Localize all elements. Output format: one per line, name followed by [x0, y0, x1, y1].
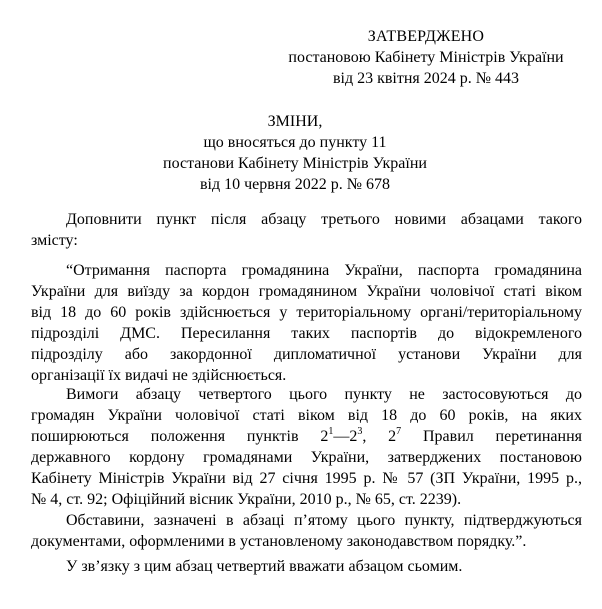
quoted-paragraph-3	[31, 510, 582, 552]
changes-resolution: постанови Кабінету Міністрів України	[163, 155, 427, 172]
paragraph-line: України для виїзду за кордон громадянином України чоловічої статі віком	[31, 283, 582, 300]
changes-heading	[120, 111, 470, 195]
approval-date: від 23 квітня 2024 р. № 443	[332, 70, 520, 87]
superscript: 7	[396, 425, 402, 437]
paragraph-line: від 18 до 60 років здійснюється у територіальному органі/територіальному	[31, 304, 582, 321]
text-fragment: —2	[333, 428, 358, 445]
paragraph-line-with-superscripts	[31, 426, 582, 447]
paragraph-line: Обставини, зазначені в абзаці п’ятому цього пункту, підтверджуються	[66, 512, 582, 529]
intro-paragraph	[31, 209, 582, 251]
paragraph-line: організації їх видачі не здійснюється.	[31, 367, 287, 384]
paragraph-line: “Отримання паспорта громадянина України, паспорта громадянина	[66, 262, 582, 279]
changes-title: ЗМІНИ,	[267, 113, 323, 130]
closing-paragraph	[31, 556, 582, 577]
superscript: 1	[328, 425, 334, 437]
paragraph-line: громадян України чоловічої статі віком від 18 до 60 років, на яких	[31, 407, 582, 424]
paragraph-line: державного кордону громадянами України, затверджених постановою	[31, 449, 582, 466]
intro-line: змісту:	[31, 232, 78, 249]
approval-issuer: постановою Кабінету Міністрів України	[288, 49, 564, 66]
quoted-paragraph-2	[31, 384, 582, 510]
approval-stamp	[270, 26, 582, 89]
text-fragment: , 2	[362, 428, 397, 445]
paragraph-line: У зв’язку з цим абзац четвертий вважати абзацом сьомим.	[66, 558, 463, 575]
intro-line: Доповнити пункт після абзацу третього новими абзацами такого	[66, 211, 582, 228]
paragraph-line: № 4, ст. 92; Офіційний вісник України, 2010 р., № 65, ст. 2239).	[31, 491, 462, 508]
quoted-paragraph-1	[31, 260, 582, 386]
changes-date: від 10 червня 2022 р. № 678	[199, 176, 391, 193]
changes-subject: що вносяться до пункту 11	[203, 134, 387, 151]
superscript: 3	[357, 425, 363, 437]
text-fragment: Правил перетинання	[401, 428, 583, 445]
paragraph-line: Вимоги абзацу четвертого цього пункту не застосовуються до	[66, 386, 582, 403]
paragraph-line: підрозділу або закордонної дипломатичної установи України для	[31, 346, 582, 363]
paragraph-line: підрозділі ДМС. Пересилання таких паспортів до відокремленого	[31, 325, 582, 342]
approval-title: ЗАТВЕРДЖЕНО	[367, 28, 485, 45]
paragraph-line: документами, оформленими в установленому законодавством порядку.”.	[31, 533, 527, 550]
text-fragment: поширюються положення пунктів 2	[31, 428, 329, 445]
paragraph-line: Кабінету Міністрів України від 27 січня 1995 р. № 57 (ЗП України, 1995 р.,	[31, 470, 582, 487]
